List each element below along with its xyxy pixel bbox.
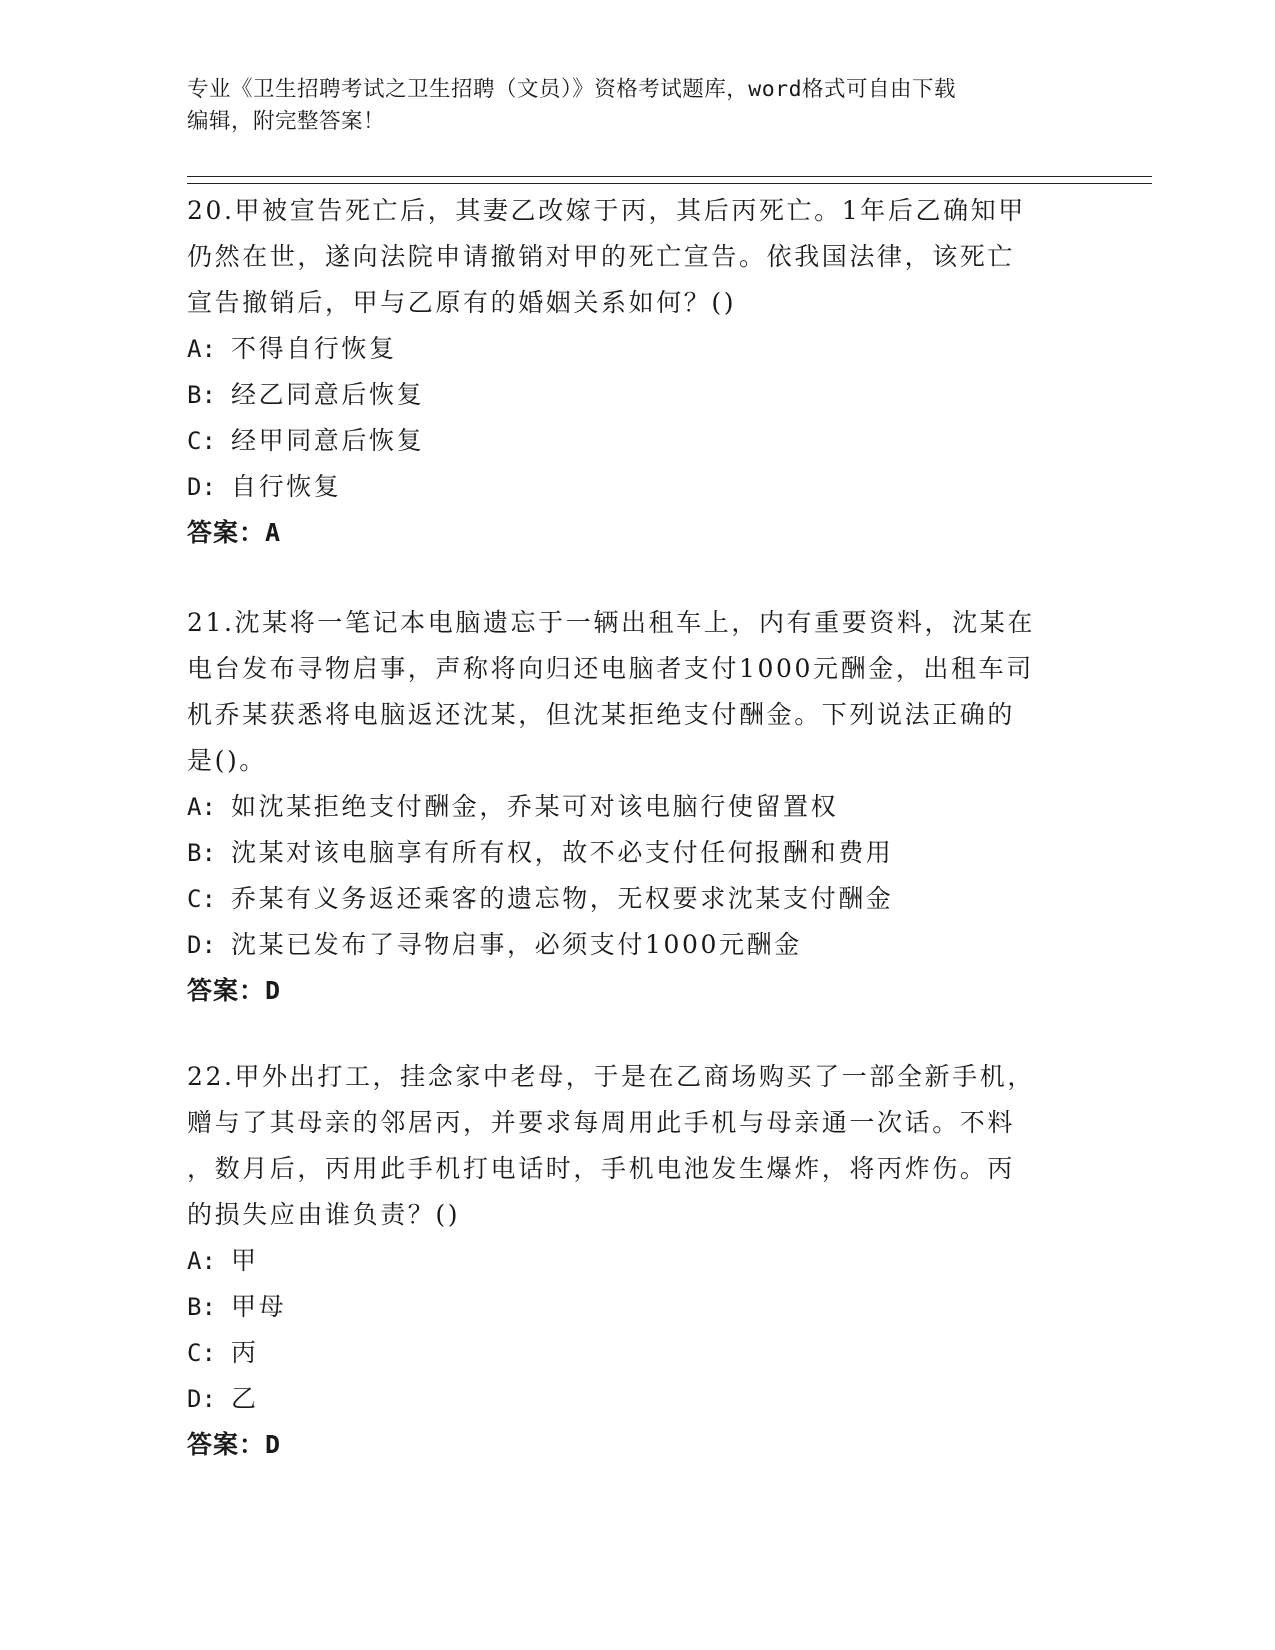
question-22 (187, 1054, 1087, 1468)
option-key: C: (187, 427, 216, 455)
option-text: 自行恢复 (231, 472, 342, 501)
answer-line (187, 968, 1087, 1014)
option-text: 乙 (231, 1384, 259, 1413)
option-b (187, 372, 1087, 418)
option-key: D: (187, 1385, 216, 1413)
header-divider-bottom (187, 183, 1152, 184)
question-stem (187, 1054, 1087, 1238)
option-text: 乔某有义务返还乘客的遗忘物，无权要求沈某支付酬金 (231, 884, 894, 913)
answer-line (187, 1422, 1087, 1468)
stem-line: 20.甲被宣告死亡后，其妻乙改嫁于丙，其后丙死亡。1年后乙确知甲 (187, 196, 1026, 225)
stem-line: 赠与了其母亲的邻居丙，并要求每周用此手机与母亲通一次话。不料 (187, 1108, 1016, 1137)
option-text: 如沈某拒绝支付酬金，乔某可对该电脑行使留置权 (231, 792, 839, 821)
option-d (187, 922, 1087, 968)
header-line-1: 专业《卫生招聘考试之卫生招聘（文员）》资格考试题库，word格式可自由下载 (187, 77, 957, 102)
answer-label: 答案： (187, 976, 266, 1005)
stem-line: 的损失应由谁负责？() (187, 1200, 461, 1229)
question-stem (187, 188, 1087, 326)
option-c (187, 418, 1087, 464)
option-b (187, 830, 1087, 876)
answer-value: D (265, 1430, 282, 1459)
option-key: B: (187, 381, 216, 409)
option-a (187, 1238, 1087, 1284)
option-text: 甲 (231, 1246, 259, 1275)
option-key: C: (187, 885, 216, 913)
stem-line: ，数月后，丙用此手机打电话时，手机电池发生爆炸，将丙炸伤。丙 (187, 1154, 1016, 1183)
option-key: B: (187, 839, 216, 867)
option-text: 不得自行恢复 (231, 334, 397, 363)
stem-line: 宣告撤销后，甲与乙原有的婚姻关系如何？() (187, 288, 737, 317)
option-c (187, 1330, 1087, 1376)
answer-line (187, 510, 1087, 556)
option-a (187, 326, 1087, 372)
option-text: 沈某对该电脑享有所有权，故不必支付任何报酬和费用 (231, 838, 894, 867)
answer-label: 答案： (187, 518, 266, 547)
option-a (187, 784, 1087, 830)
question-stem (187, 600, 1087, 784)
question-21 (187, 600, 1087, 1014)
option-text: 沈某已发布了寻物启事，必须支付1000元酬金 (231, 930, 802, 959)
answer-label: 答案： (187, 1430, 266, 1459)
answer-value: A (265, 518, 282, 547)
document-header (187, 74, 1067, 138)
option-key: C: (187, 1339, 216, 1367)
option-key: D: (187, 931, 216, 959)
stem-line: 电台发布寻物启事，声称将向归还电脑者支付1000元酬金，出租车司 (187, 654, 1034, 683)
option-text: 丙 (231, 1338, 259, 1367)
header-divider-top (187, 176, 1152, 177)
option-key: A: (187, 335, 216, 363)
option-d (187, 1376, 1087, 1422)
option-key: A: (187, 1247, 216, 1275)
stem-line: 机乔某获悉将电脑返还沈某，但沈某拒绝支付酬金。下列说法正确的 (187, 700, 1016, 729)
stem-line: 仍然在世，遂向法院申请撤销对甲的死亡宣告。依我国法律，该死亡 (187, 242, 1016, 271)
option-b (187, 1284, 1087, 1330)
stem-line: 22.甲外出打工，挂念家中老母，于是在乙商场购买了一部全新手机， (187, 1062, 1035, 1091)
option-key: B: (187, 1293, 216, 1321)
answer-value: D (265, 976, 282, 1005)
option-text: 经乙同意后恢复 (231, 380, 425, 409)
stem-line: 21.沈某将一笔记本电脑遗忘于一辆出租车上，内有重要资料，沈某在 (187, 608, 1035, 637)
question-20 (187, 188, 1087, 556)
option-text: 甲母 (231, 1292, 287, 1321)
option-d (187, 464, 1087, 510)
header-line-2: 编辑，附完整答案！ (187, 109, 386, 134)
option-text: 经甲同意后恢复 (231, 426, 425, 455)
option-key: D: (187, 473, 216, 501)
option-c (187, 876, 1087, 922)
option-key: A: (187, 793, 216, 821)
stem-line: 是()。 (187, 746, 267, 775)
